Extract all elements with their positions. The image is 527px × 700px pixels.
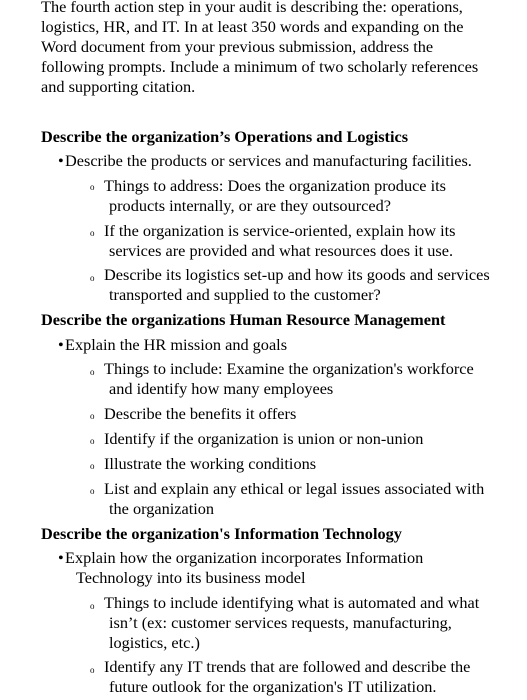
bullet-text: Describe the products or services and manufacturing facilities. [65, 151, 472, 170]
subitem-text: List and explain any ethical or legal issues associated with [104, 479, 485, 498]
section-heading: Describe the organizations Human Resource Management [41, 310, 446, 329]
bullet-text: Explain the HR mission and goals [65, 335, 288, 354]
subitem-text: logistics, etc.) [109, 633, 200, 652]
subitem-text: the organization [109, 499, 215, 518]
subbullet-marker: o [90, 228, 95, 238]
subbullet-marker: o [90, 367, 95, 377]
subitem-text: Things to address: Does the organization produce its [104, 176, 446, 195]
bullet-marker: • [58, 151, 64, 170]
intro-line: Word document from your previous submission, address the [41, 37, 434, 56]
intro-line: following prompts. Include a minimum of two scholarly references [41, 57, 479, 76]
subbullet-marker: o [90, 461, 95, 471]
subbullet-marker: o [90, 436, 95, 446]
section-heading: Describe the organization’s Operations and Logistics [41, 127, 409, 146]
subitem-text: services are provided and what resources does it use. [109, 241, 454, 260]
subitem-text: isn’t (ex: customer services requests, manufacturing, [109, 613, 452, 632]
subbullet-marker: o [90, 411, 95, 421]
subitem-text: Identify any IT trends that are followed and describe the [104, 657, 471, 676]
bullet-text: Technology into its business model [76, 568, 306, 587]
subitem-text: Describe its logistics set-up and how its goods and services [104, 265, 490, 284]
subitem-text: If the organization is service-oriented, explain how its [104, 221, 456, 240]
subitem-text: Illustrate the working conditions [104, 454, 317, 473]
subitem-text: transported and supplied to the customer? [109, 285, 381, 304]
subitem-text: products internally, or are they outsourced? [109, 196, 391, 215]
section-heading: Describe the organization's Information Technology [41, 524, 402, 543]
intro-line: logistics, HR, and IT. In at least 350 words and expanding on the [41, 17, 464, 36]
bullet-text: Explain how the organization incorporates Information [65, 548, 424, 567]
subitem-text: Identify if the organization is union or non-union [104, 429, 424, 448]
bullet-marker: • [58, 548, 64, 567]
subitem-text: future outlook for the organization's IT utilization. [109, 677, 437, 696]
subitem-text: Things to include identifying what is automated and what [104, 593, 480, 612]
subbullet-marker: o [90, 486, 95, 496]
subbullet-marker: o [90, 665, 95, 675]
subbullet-marker: o [90, 601, 95, 611]
subitem-text: Describe the benefits it offers [104, 404, 297, 423]
intro-line: The fourth action step in your audit is describing the: operations, [41, 0, 463, 16]
subbullet-marker: o [90, 182, 95, 192]
subitem-text: Things to include: Examine the organization's workforce [104, 359, 474, 378]
subitem-text: and identify how many employees [109, 379, 334, 398]
bullet-marker: • [58, 335, 64, 354]
intro-line: and supporting citation. [41, 77, 196, 96]
subbullet-marker: o [90, 273, 95, 283]
